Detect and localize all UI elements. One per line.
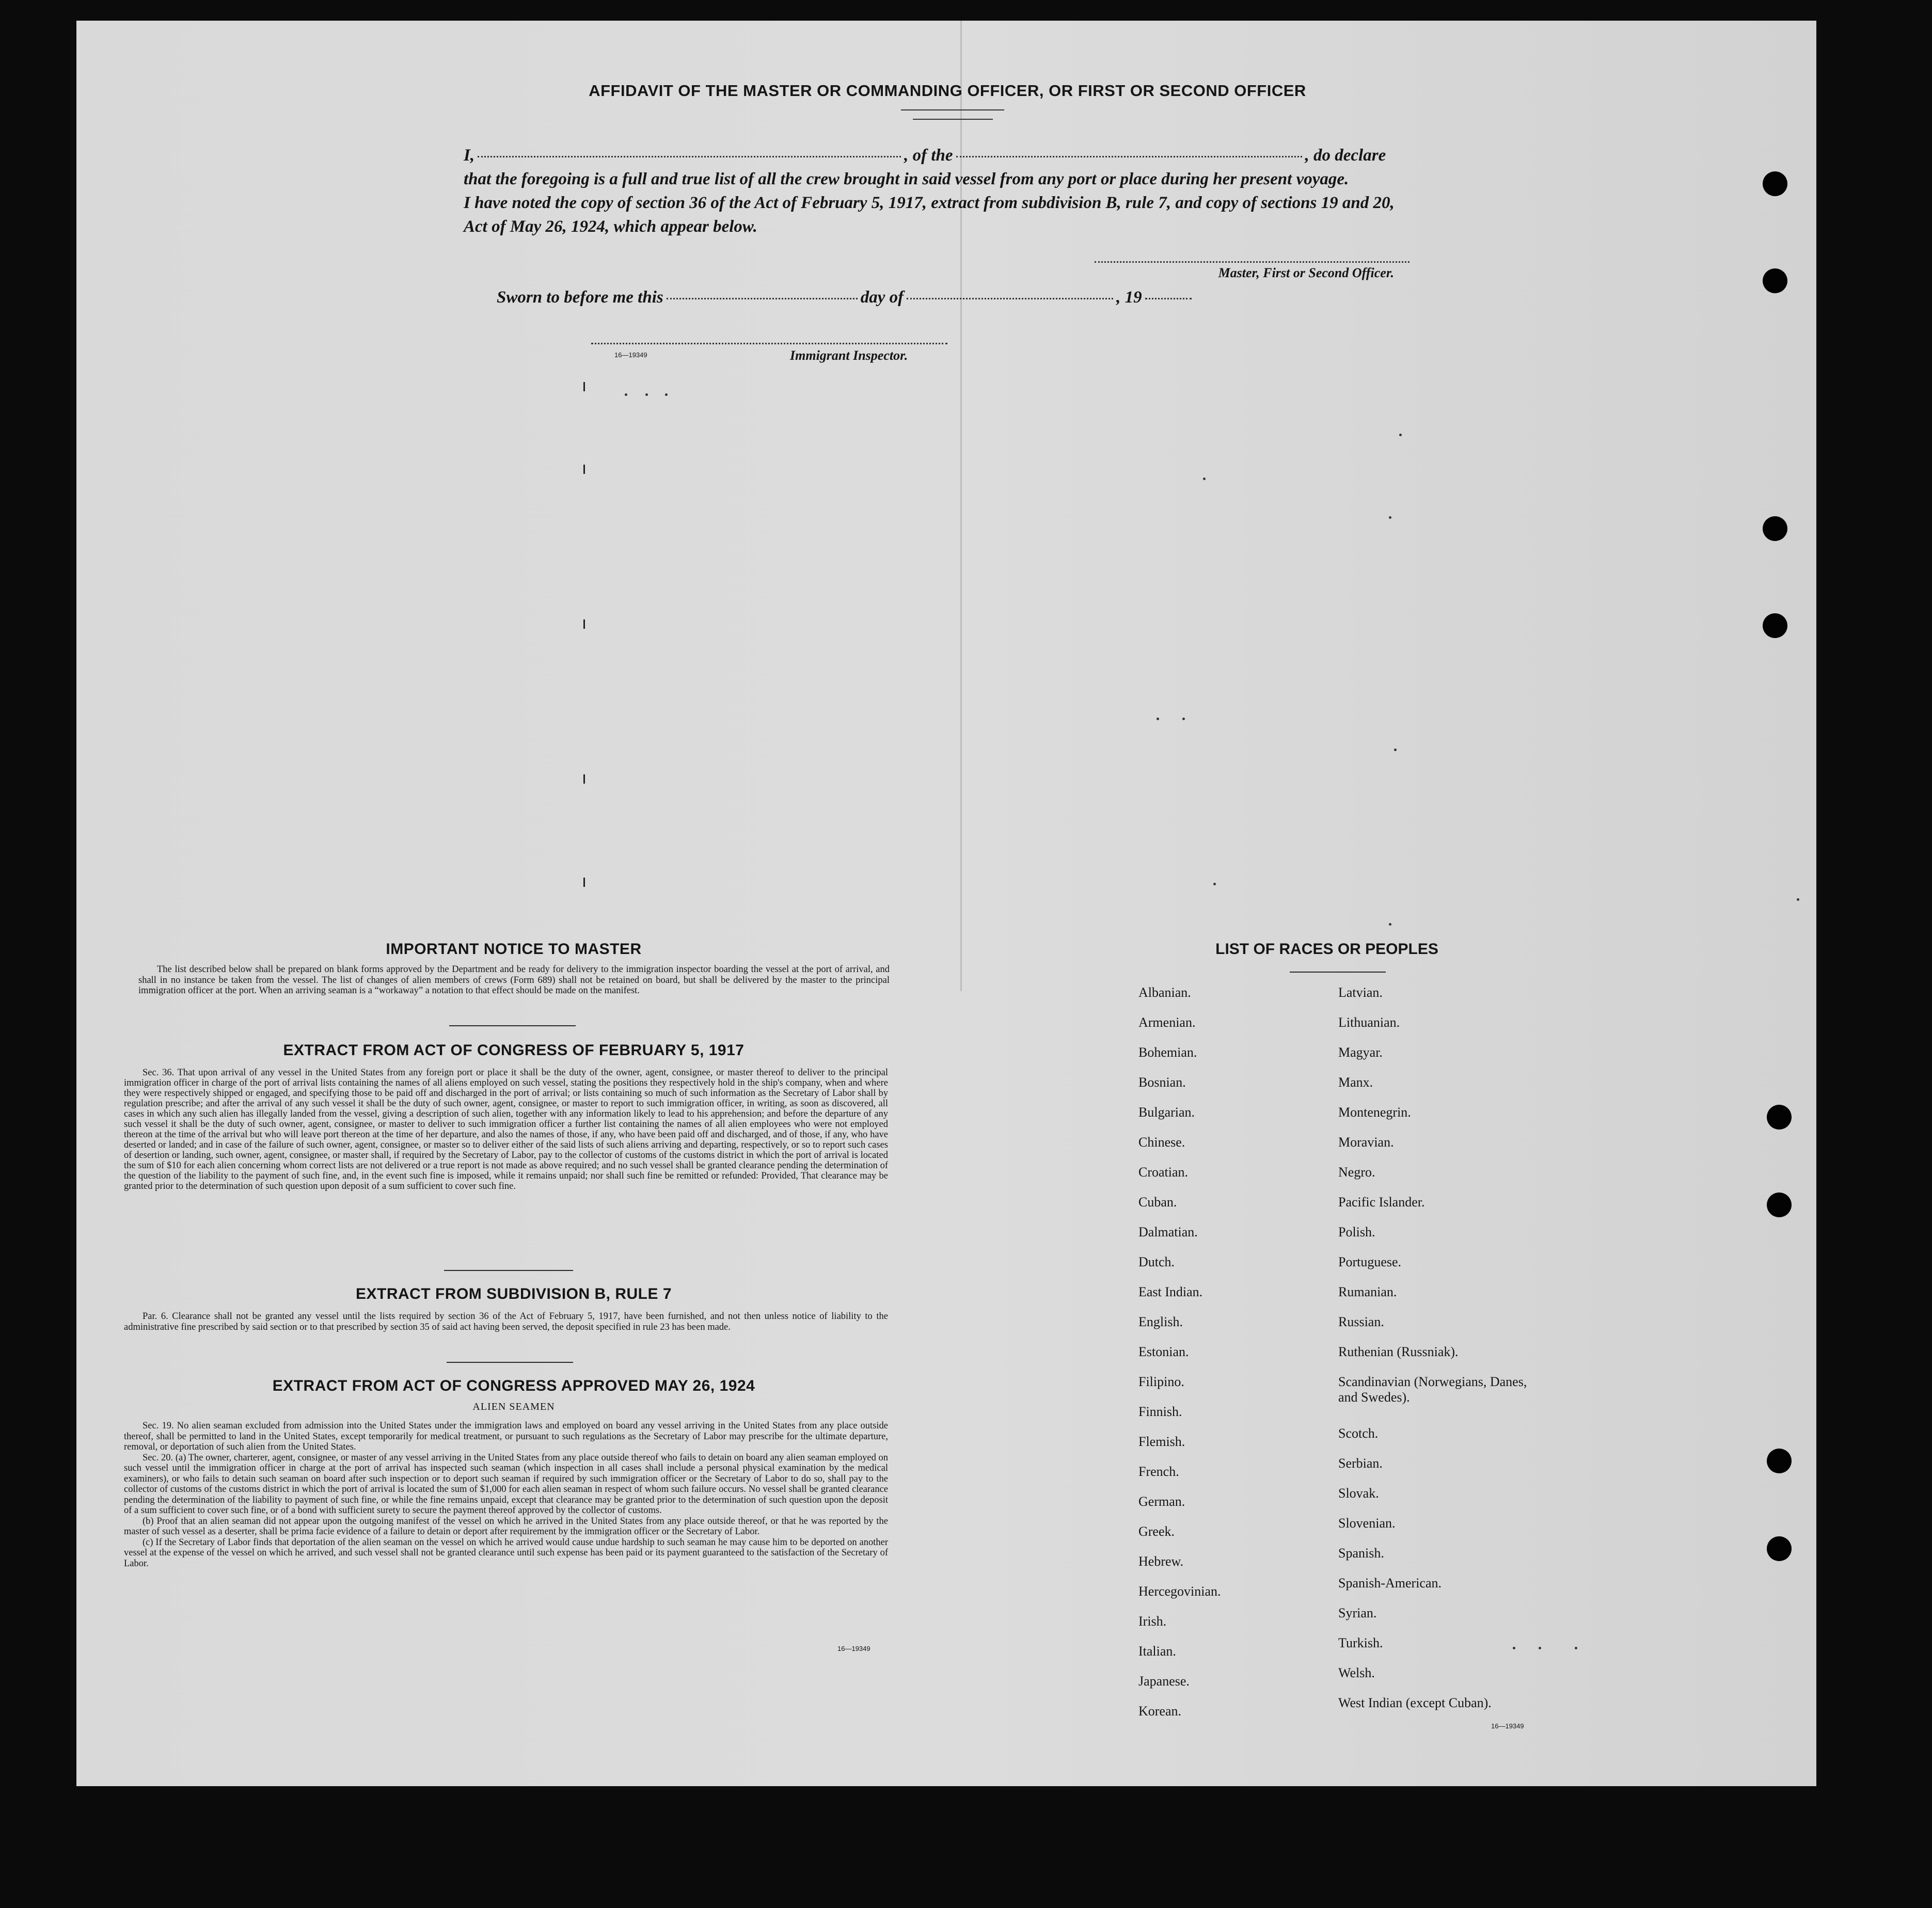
affidavit-declaration	[464, 144, 1434, 239]
scan-speck	[1213, 883, 1216, 885]
affidavit-i-label: I,	[464, 146, 475, 165]
sworn-statement	[497, 288, 1220, 307]
race-item-right: Lithuanian.	[1338, 1015, 1400, 1030]
alien-seamen-subtitle: ALIEN SEAMEN	[472, 1401, 555, 1412]
section-divider	[1290, 972, 1386, 973]
race-item-right: Magyar.	[1338, 1045, 1383, 1060]
race-item-right: Polish.	[1338, 1225, 1375, 1239]
scan-speck	[645, 393, 648, 396]
race-item-left: Hercegovinian.	[1138, 1584, 1221, 1599]
race-item-left: Italian.	[1138, 1644, 1176, 1659]
scan-speck	[625, 393, 627, 396]
sec-19-text: Sec. 19. No alien seaman excluded from admission into the United States under the immigration laws and employed on board any vessel arriving in the United States from any place outside thereof, shall be permitted to land in the United States, except temporarily for medical treatment, or pursuant to such regulations as the Secretary of Labor may prescribe for the ultimate departure, removal, or deportation of such alien from the United States.	[124, 1421, 888, 1452]
race-item-left: English.	[1138, 1314, 1183, 1329]
race-item-left: Flemish.	[1138, 1434, 1185, 1449]
extract-1924-title: EXTRACT FROM ACT OF CONGRESS APPROVED MAY 26, 1924	[272, 1377, 755, 1394]
race-item-left: Armenian.	[1138, 1015, 1196, 1030]
affidavit-title: AFFIDAVIT OF THE MASTER OR COMMANDING OFFICER, OR FIRST OR SECOND OFFICER	[589, 82, 1306, 100]
binder-hole	[1763, 516, 1787, 541]
vessel-blank-field[interactable]	[956, 155, 1302, 157]
races-right-column	[1338, 985, 1534, 1725]
sec-20a-text: Sec. 20. (a) The owner, charterer, agent, consignee, or master of any vessel arriving in the United States from any place outside thereof who fails to detain on board any alien seaman employed on such vessel until the immigration officer in charge at the port of arrival has inspected such seaman (which inspection in all cases shall include a personal physical examination by the medical examiners), or who fails to detain such seaman on board after such inspection or to deport such seaman if required by such immigration officer or the Secretary of Labor to do so, shall pay to the collector of customs of the customs district in which the port of arrival is located the sum of $1,000 for each alien seaman in respect of whom such failure occurs. No vessel shall be granted clearance pending the determination of the liability to payment of such fine, or while the fine remains unpaid, except that clearance may be granted prior to the determination of such question upon the deposit of a sum sufficient to cover such fine, or of a bond with sufficient surety to secure the payment thereof approved by the collector of customs.	[124, 1452, 888, 1516]
section-divider	[449, 1025, 576, 1026]
extract-1917-title: EXTRACT FROM ACT OF CONGRESS OF FEBRUARY 5, 1917	[283, 1042, 745, 1059]
scan-mark	[583, 774, 585, 784]
affidavit-do-declare-label: , do declare	[1305, 146, 1386, 165]
sworn-year-label: , 19	[1116, 288, 1142, 307]
race-item-right: Welsh.	[1338, 1665, 1375, 1680]
race-item-left: Korean.	[1138, 1704, 1182, 1719]
race-item-right: Portuguese.	[1338, 1254, 1402, 1269]
scan-speck	[1575, 1647, 1577, 1649]
sworn-date-blank-field[interactable]	[667, 297, 858, 299]
race-item-right: Negro.	[1338, 1165, 1375, 1180]
form-number: 16—19349	[1491, 1722, 1524, 1730]
race-item-left: Bohemian.	[1138, 1045, 1197, 1060]
race-item-right: Manx.	[1338, 1075, 1373, 1090]
affidavit-of-the-label: , of the	[904, 146, 953, 165]
signature-label: Master, First or Second Officer.	[1218, 265, 1394, 280]
extract-rule7-title: EXTRACT FROM SUBDIVISION B, RULE 7	[355, 1285, 672, 1302]
race-item-left: French.	[1138, 1464, 1179, 1479]
race-item-right: Ruthenian (Russniak).	[1338, 1344, 1459, 1359]
race-item-left: Dalmatian.	[1138, 1225, 1198, 1239]
race-item-right: Slovak.	[1338, 1486, 1379, 1501]
race-item-left: Croatian.	[1138, 1165, 1189, 1180]
scan-speck	[665, 393, 668, 396]
name-blank-field[interactable]	[478, 155, 901, 157]
scan-speck	[1389, 923, 1391, 926]
binder-hole	[1763, 171, 1787, 196]
race-item-left: Japanese.	[1138, 1674, 1190, 1689]
scan-mark	[583, 619, 585, 629]
affidavit-line-4: Act of May 26, 1924, which appear below.	[464, 217, 757, 236]
scan-speck	[1399, 434, 1402, 436]
race-item-left: Bulgarian.	[1138, 1105, 1195, 1120]
race-item-left: Hebrew.	[1138, 1554, 1184, 1569]
race-item-left: Albanian.	[1138, 985, 1191, 1000]
binder-hole	[1767, 1105, 1792, 1130]
races-left-column	[1138, 985, 1221, 1734]
race-item-left: East Indian.	[1138, 1284, 1203, 1299]
scan-speck	[1539, 1647, 1541, 1649]
race-item-right: Spanish.	[1338, 1546, 1384, 1561]
binder-hole	[1767, 1536, 1792, 1561]
section-divider	[444, 1270, 573, 1271]
affidavit-line-3: I have noted the copy of section 36 of the Act of February 5, 1917, extract from subdivision B, rule 7, and copy of sections 19 and 20,	[464, 194, 1395, 212]
title-underline	[913, 119, 993, 120]
race-item-left: Greek.	[1138, 1524, 1175, 1539]
sworn-prefix: Sworn to before me this	[497, 288, 663, 307]
scan-speck	[1394, 749, 1397, 751]
race-item-right: Slovenian.	[1338, 1516, 1396, 1531]
binder-hole	[1767, 1449, 1792, 1473]
race-item-right: Scandinavian (Norwegians, Danes, and Swedes).	[1338, 1374, 1527, 1405]
race-item-left: Irish.	[1138, 1614, 1167, 1629]
scan-mark	[583, 878, 585, 887]
race-item-right: Turkish.	[1338, 1635, 1383, 1650]
form-number: 16—19349	[837, 1645, 870, 1652]
sworn-year-blank-field[interactable]	[1145, 297, 1192, 299]
scan-speck	[1157, 718, 1159, 720]
race-item-left: Bosnian.	[1138, 1075, 1186, 1090]
notice-body: The list described below shall be prepared on blank forms approved by the Department and be ready for delivery to the immigration inspector boarding the vessel at the port of arrival, and shall in no instance be taken from the vessel. The list of changes of alien members of crews (Form 689) shall not be retained on board, but shall be delivered by the master to the principal immigration officer at the port. When an arriving seaman is a “workaway” a notation to that effect should be made on the manifest.	[138, 964, 890, 996]
race-item-left: Finnish.	[1138, 1404, 1182, 1419]
race-item-right: Serbian.	[1338, 1456, 1383, 1471]
scan-speck	[1203, 478, 1206, 480]
sec-20c-text: (c) If the Secretary of Labor finds that deportation of the alien seaman on the vessel on which he arrived would cause undue hardship to such seaman he may cause him to be deported on another vessel at the expense of the vessel on which he arrived, and such vessel shall not be granted clearance until such expense has been paid or its payment guaranteed to the satisfaction of the Secretary of Labor.	[124, 1537, 888, 1569]
race-item-left: Estonian.	[1138, 1344, 1189, 1359]
sworn-day-of-label: day of	[860, 288, 904, 307]
race-item-right: Russian.	[1338, 1314, 1384, 1329]
race-item-left: German.	[1138, 1494, 1185, 1509]
race-item-right: Spanish-American.	[1338, 1576, 1442, 1591]
scan-speck	[1797, 898, 1799, 901]
scan-mark	[583, 382, 585, 391]
signature-line[interactable]	[1095, 261, 1410, 263]
extract-1917-body: Sec. 36. That upon arrival of any vessel in the United States from any foreign port or place it shall be the duty of the owner, agent, consignee, or master thereof to deliver to the principal immigration officer in charge of the port of arrival lists containing the names of all aliens employed on such vessel, stating the positions they respectively hold in the ship's company, when and where they were respectively shipped or engaged, and specifying those to be paid off and discharged in the port of arrival; or lists containing so much of such information as the Secretary of Labor shall by regulation prescribe; and after the arrival of any such vessel it shall be the duty of such owner, agent, consignee, or master to report to such immigration officer, in writing, as soon as discovered, all cases in which any such alien has illegally landed from the vessel, giving a description of such alien, together with any information likely to lead to his apprehension; and before the departure of any such vessel it shall be the duty of such owner, agent, consignee, or master to deliver to such immigration officer a further list containing the names of all alien employees who were not employed thereon at the time of the arrival but who will leave port thereon at the time of her departure, and also the names of those, if any, who have been paid off and discharged, and of those, if any, who have deserted or landed; and in case of the failure of such owner, agent, consignee, or master so to deliver either of the said lists of such aliens arriving and departing, respectively, or so to report such cases of desertion or landing, such owner, agent, consignee, or master shall, if required by the Secretary of Labor, pay to the collector of customs of the customs district in which the port of arrival is located the sum of $10 for each alien concerning whom correct lists are not delivered or a true report is not made as above required; and no such vessel shall be granted clearance pending the determination of the question of the liability to the payment of such fine, and, in the event such fine is imposed, while it remains unpaid; nor shall such fine be remitted or refunded: Provided, That clearance may be granted prior to the determination of such question upon deposit of a sum sufficient to cover such fine.	[124, 1068, 888, 1191]
title-underline	[901, 109, 1004, 110]
race-item-right: West Indian (except Cuban).	[1338, 1695, 1492, 1710]
scan-mark	[583, 465, 585, 474]
section-divider	[447, 1362, 573, 1363]
notice-title: IMPORTANT NOTICE TO MASTER	[386, 941, 642, 958]
binder-hole	[1763, 268, 1787, 293]
race-item-left: Dutch.	[1138, 1254, 1175, 1269]
scan-speck	[1182, 718, 1185, 720]
sworn-month-blank-field[interactable]	[907, 297, 1113, 299]
form-number: 16—19349	[614, 351, 647, 359]
races-list-title: LIST OF RACES OR PEOPLES	[1215, 941, 1438, 958]
scan-speck	[1389, 516, 1391, 519]
race-item-right: Scotch.	[1338, 1426, 1379, 1441]
race-item-right: Rumanian.	[1338, 1284, 1397, 1299]
race-item-right: Montenegrin.	[1338, 1105, 1411, 1120]
race-item-right: Moravian.	[1338, 1135, 1394, 1150]
extract-rule7-body: Par. 6. Clearance shall not be granted any vessel until the lists required by section 36 of the Act of February 5, 1917, have been furnished, and not then unless notice of liability to the administrative fine prescribed by said section or to that prescribed by section 35 of said act having been served, the deposit specified in rule 23 has been made.	[124, 1311, 888, 1332]
inspector-label: Immigrant Inspector.	[790, 348, 908, 363]
sec-20b-text: (b) Proof that an alien seaman did not appear upon the outgoing manifest of the vessel on which he arrived in the United States from any place outside thereof, or that he was reported by the master of such vessel as a deserter, shall be prima facie evidence of a failure to detain or deport after requirement by the immigration officer or the Secretary of Labor.	[124, 1516, 888, 1537]
race-item-right: Pacific Islander.	[1338, 1195, 1425, 1210]
inspector-signature-line[interactable]	[591, 343, 947, 344]
extract-1924-body	[124, 1421, 888, 1569]
binder-hole	[1767, 1192, 1792, 1217]
affidavit-line-2: that the foregoing is a full and true list of all the crew brought in said vessel from any port or place during her present voyage.	[464, 170, 1349, 188]
race-item-left: Cuban.	[1138, 1195, 1177, 1210]
race-item-left: Filipino.	[1138, 1374, 1184, 1389]
race-item-right: Latvian.	[1338, 985, 1383, 1000]
race-item-left: Chinese.	[1138, 1135, 1185, 1150]
race-item-right: Syrian.	[1338, 1605, 1377, 1620]
binder-hole	[1763, 613, 1787, 638]
